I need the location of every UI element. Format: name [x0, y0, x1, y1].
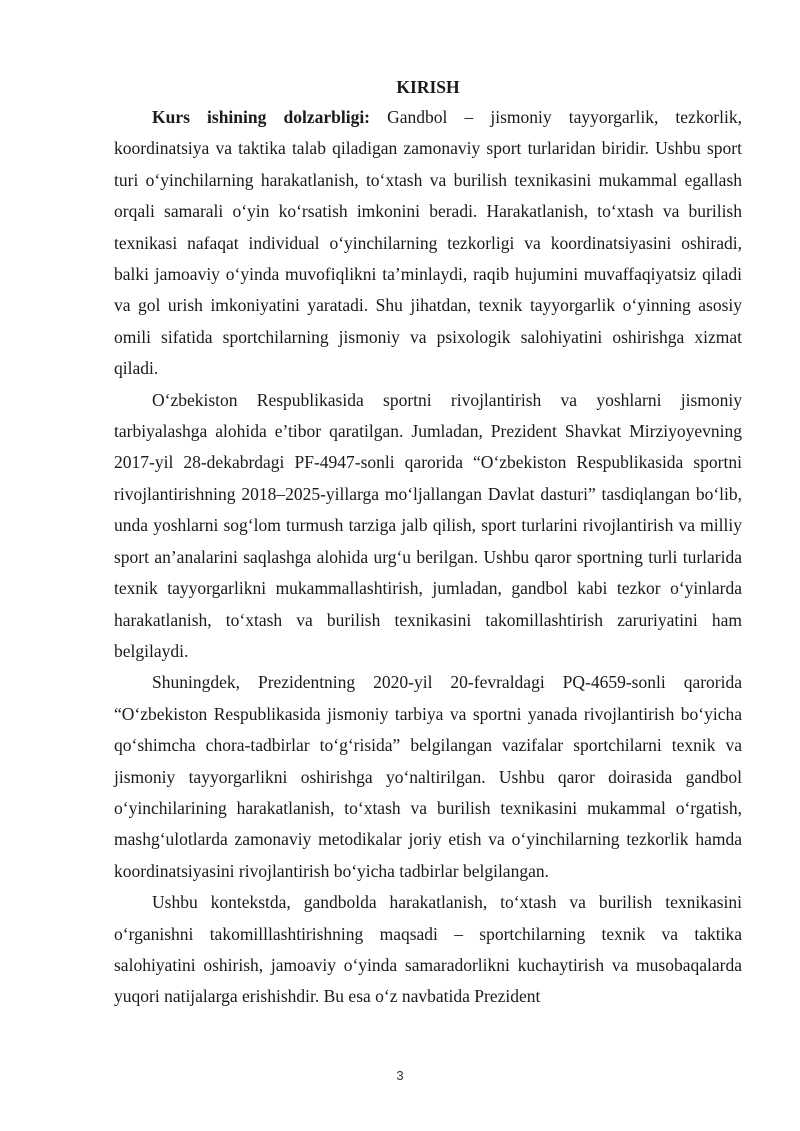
paragraph-state-policy — [114, 385, 742, 668]
paragraph-context — [114, 887, 742, 1013]
paragraph-lead: Kurs ishining dolzarbligi: — [152, 107, 371, 127]
paragraph-decree — [114, 667, 742, 887]
page-body — [114, 72, 742, 1013]
paragraph-text: O‘zbekiston Respublikasida sportni rivojlantirish va yoshlarni jismoniy tarbiyalashga alohida e’tibor qaratilgan. Jumladan, Prezident Shavkat Mirziyoyevning 2017-yil 28-dekabrdagi PF-4947-sonli qarorida “O‘zbekiston Respublikasida sportni rivojlantirishning 2018–2025-yillarga mo‘ljallangan Davlat dasturi” tasdiqlangan bo‘lib, unda yoshlarni sog‘lom turmush tarziga jalb qilish, sport turlarini rivojlantirish va milliy sport an’analarini saqlashga alohida urg‘u berilgan. Ushbu qaror sportning turli turlarida texnik tayyorgarlikni mukammallashtirish, jumladan, gandbol kabi tezkor o‘yinlarda harakatlanish, to‘xtash va burilish texnikasini takomillashtirish zaruriyatini ham belgilaydi. — [114, 389, 742, 661]
paragraph-relevance — [114, 102, 742, 385]
paragraph-text: Ushbu kontekstda, gandbolda harakatlanish, to‘xtash va burilish texnikasini o‘rganishni takomilllashtirishning maqsadi – sportchilarning texnik va taktika salohiyatini oshirish, jamoaviy o‘yinda samaradorlikni kuchaytirish va musobaqalarda yuqori natijalarga erishishdir. Bu esa o‘z navbatida Prezident — [114, 892, 742, 1007]
paragraph-text: Gandbol – jismoniy tayyorgarlik, tezkorlik, koordinatsiya va taktika talab qiladigan zamonaviy sport turlaridan biridir. Ushbu sport turi o‘yinchilarning harakatlanish, to‘xtash va burilish texnikasini mukammal egallash orqali samarali o‘yin ko‘rsatish imkonini beradi. Harakatlanish, to‘xtash va burilish texnikasi nafaqat individual o‘yinchilarning tezkorligi va koordinatsiyasini oshiradi, balki jamoaviy o‘yinda muvofiqlikni ta’minlaydi, raqib hujumini muvaffaqiyatsiz qiladi va gol urish imkoniyatini yaratadi. Shu jihatdan, texnik tayyorgarlik o‘yinning asosiy omili sifatida sportchilarning jismoniy va psixologik salohiyatini oshirishga xizmat qiladi. — [114, 107, 742, 379]
paragraph-text: Shuningdek, Prezidentning 2020-yil 20-fevraldagi PQ-4659-sonli qarorida “O‘zbekiston Respublikasida jismoniy tarbiya va sportni yanada rivojlantirish bo‘yicha qo‘shimcha chora-tadbirlar to‘g‘risida” belgilangan vazifalar sportchilarni texnik va jismoniy tayyorgarlikni oshirishga yo‘naltirilgan. Ushbu qaror doirasida gandbol o‘yinchilarining harakatlanish, to‘xtash va burilish texnikasini mukammal o‘rgatish, mashg‘ulotlarda zamonaviy metodikalar joriy etish va o‘yinchilarning tezkorlik hamda koordinatsiyasini rivojlantirish bo‘yicha tadbirlar belgilangan. — [114, 672, 742, 881]
section-heading: KIRISH — [396, 77, 460, 97]
page-number: 3 — [396, 1068, 404, 1083]
